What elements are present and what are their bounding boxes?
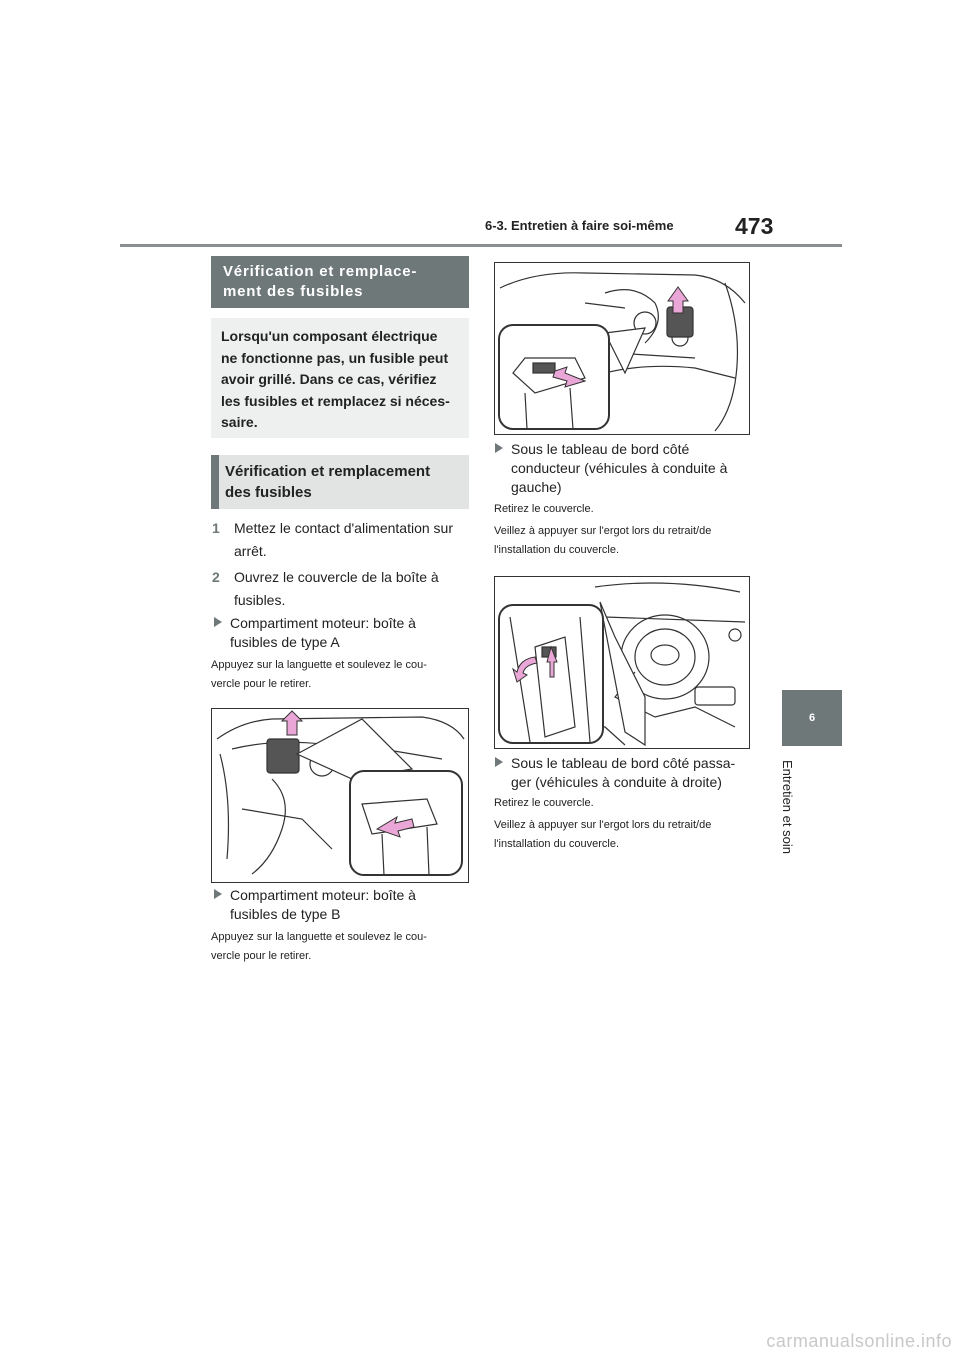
header-rule [120, 244, 842, 247]
item-type-a-title: Compartiment moteur: boîte à fusibles de type A [214, 614, 476, 654]
triangle-bullet-icon [495, 443, 503, 453]
chapter-number: 6 [808, 712, 816, 724]
step-number: 1 [212, 520, 220, 536]
main-title-box [211, 256, 469, 308]
subheading: Vérification et remplacement des fusibles [225, 463, 431, 501]
step-text: Mettez le contact d'alimentation sur arrêt. [234, 520, 454, 559]
section-title: 6-3. Entretien à faire soi-même [485, 218, 674, 233]
chapter-label: Entretien et soin [780, 760, 795, 854]
triangle-bullet-icon [214, 617, 222, 627]
item-passenger-side-text: Retirez le couvercle. [494, 797, 594, 809]
figure-fuse-box-type-a [211, 708, 469, 883]
step-number: 2 [212, 569, 220, 585]
step-2 [212, 566, 474, 614]
intro-box [211, 318, 469, 438]
triangle-bullet-icon [495, 757, 503, 767]
intro-text: Lorsqu'un composant électrique ne fonctionne pas, un fusible peut avoir grillé. Dans ce cas, vérifiez les fusibles et remplacez si néces- saire. [221, 328, 450, 430]
item-type-b-title: Compartiment moteur: boîte à fusibles de type B [214, 886, 476, 926]
item-passenger-side-title: Sous le tableau de bord côté passa- ger (véhicules à conduite à droite) [495, 754, 757, 794]
subheading-accent-bar [211, 455, 219, 509]
step-1 [212, 517, 474, 565]
main-title: Vérification et remplace- ment des fusibles [223, 263, 418, 300]
item-passenger-side-note: Veillez à appuyer sur l'ergot lors du retrait/de l'installation du couvercle. [494, 819, 712, 850]
item-driver-side-note: Veillez à appuyer sur l'ergot lors du retrait/de l'installation du couvercle. [494, 525, 712, 556]
item-driver-side-title: Sous le tableau de bord côté conducteur (véhicules à conduite à gauche) [495, 440, 757, 500]
item-driver-side-text: Retirez le couvercle. [494, 503, 594, 515]
page-number: 473 [735, 213, 774, 239]
triangle-bullet-icon [214, 889, 222, 899]
figure-dashboard-driver-side [494, 576, 750, 749]
item-type-a-text: Appuyez sur la languette et soulevez le cou- vercle pour le retirer. [211, 659, 427, 690]
step-text: Ouvrez le couvercle de la boîte à fusibles. [234, 569, 439, 608]
watermark: carmanualsonline.info [766, 1331, 952, 1351]
item-type-b-text: Appuyez sur la languette et soulevez le cou- vercle pour le retirer. [211, 931, 427, 962]
figure-fuse-box-type-b [494, 262, 750, 435]
subheading-box [211, 455, 469, 509]
